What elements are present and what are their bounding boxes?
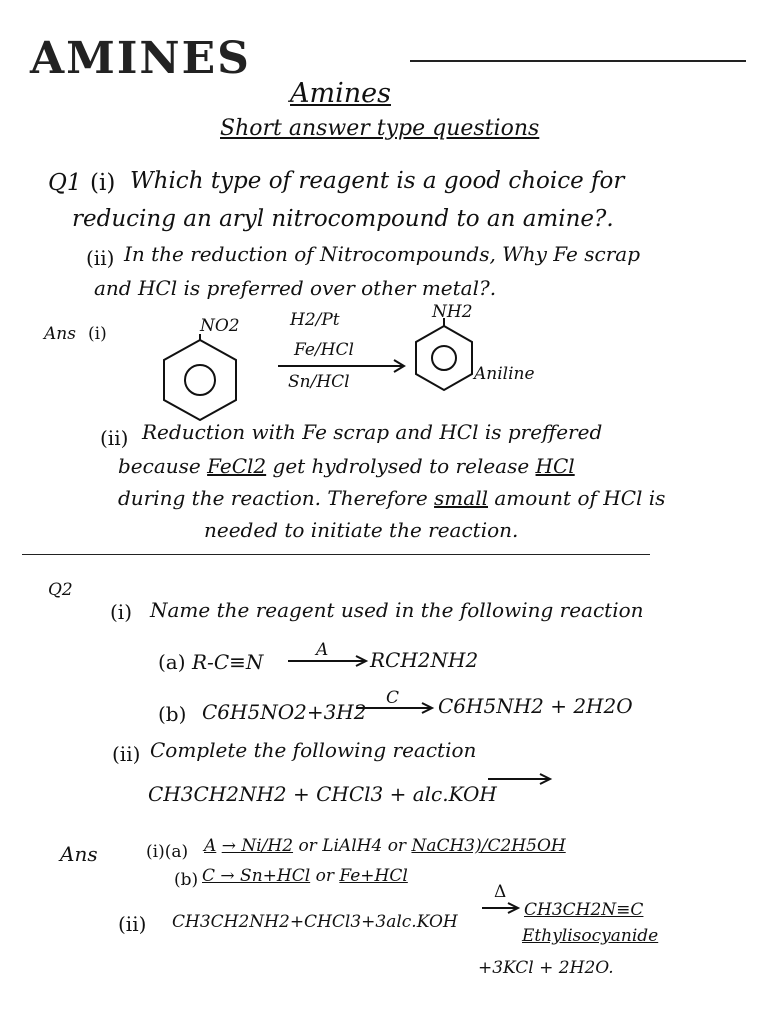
q2-a-marker: (a) [158, 650, 186, 674]
ans1-product-group: NH2 [432, 302, 473, 322]
ans1-line3-a: during the reaction. Therefore [118, 486, 428, 510]
q2-b-reagent: C [386, 688, 400, 708]
q2-b-product: C6H5NH2 + 2H2O [438, 694, 633, 718]
ans2-product: CH3CH2N≡C [524, 900, 644, 920]
ans2-product-name: Ethylisocyanide [522, 926, 659, 946]
q2-label: Q2 [48, 580, 73, 600]
page-title: Amines [290, 78, 391, 109]
ans2-reaction: CH3CH2NH2+CHCl3+3alc.KOH [172, 912, 458, 932]
q2-a-reactant: R-C≡N [192, 650, 264, 674]
ans1-line2-c: get hydrolysed to release [272, 454, 530, 478]
ans2-b-line-b: or [315, 866, 334, 886]
ans1-line2-b: FeCl2 [207, 454, 267, 478]
q2-b-reactant: C6H5NO2+3H2 [202, 700, 367, 724]
q1-part-ii-line1: In the reduction of Nitrocompounds, Why Fe scrap [124, 242, 640, 266]
ans1-reagent-1: H2/Pt [290, 310, 340, 330]
ans1-marker-ii: (ii) [100, 426, 129, 450]
ans2-marker-ii: (ii) [118, 912, 147, 936]
ans1-line1: Reduction with Fe scrap and HCl is preffered [142, 420, 603, 444]
ans2-a-line-a: A [204, 836, 217, 856]
ans1-reagent-2: Fe/HCl [294, 340, 354, 360]
header-banner: AMINES [30, 33, 251, 84]
q1-part-ii-line2: and HCl is preferred over other metal?. [94, 276, 497, 300]
q1-label: Q1 [48, 170, 82, 196]
q1-part-i-marker: (i) [90, 170, 116, 196]
q2-part-ii-text: Complete the following reaction [150, 738, 477, 762]
ans2-byproducts: +3KCl + 2H2O. [478, 958, 614, 978]
ans2-b-marker: (b) [174, 870, 199, 890]
ans2-b-line-a: C → Sn+HCl [202, 866, 311, 886]
q2-part-ii-marker: (ii) [112, 742, 141, 766]
ans2-heat: Δ [494, 882, 507, 902]
ans2-label: Ans [60, 842, 98, 866]
ans2-b-line [202, 866, 408, 886]
q2-reaction: CH3CH2NH2 + CHCl3 + alc.KOH [148, 782, 497, 806]
ans2-a-line-c: or LiAlH4 or [298, 836, 407, 856]
q2-part-i-text: Name the reagent used in the following reaction [150, 598, 644, 622]
ans2-a-line [204, 836, 566, 856]
ans2-a-line-b: → Ni/H2 [221, 836, 294, 856]
ans2-b-line-c: Fe+HCl [339, 866, 408, 886]
ans1-label: Ans [44, 324, 76, 344]
ans2-marker-ia: (i)(a) [146, 842, 189, 862]
ans1-line3-b: small [434, 486, 488, 510]
q1-part-ii-marker: (ii) [86, 246, 115, 270]
q2-part-i-marker: (i) [110, 600, 133, 624]
ans1-line2-a: because [118, 454, 201, 478]
ans1-reagent-3: Sn/HCl [288, 372, 350, 392]
q1-part-i-line1: Which type of reagent is a good choice for [130, 168, 625, 194]
q2-a-product: RCH2NH2 [370, 648, 479, 672]
q2-a-reagent: A [316, 640, 329, 660]
ans1-line2-d: HCl [535, 454, 575, 478]
ans1-line4: needed to initiate the reaction. [204, 518, 519, 542]
q1-part-i-line2: reducing an aryl nitrocompound to an amine?. [72, 206, 614, 232]
ans2-a-line-d: NaCH3)/C2H5OH [411, 836, 566, 856]
q2-b-marker: (b) [158, 702, 187, 726]
page-subtitle: Short answer type questions [220, 116, 540, 141]
ans1-marker-i: (i) [88, 324, 107, 344]
ans1-reactant-group: NO2 [200, 316, 240, 336]
ans1-line3-c: amount of HCl is [494, 486, 666, 510]
ans1-product-name: Aniline [474, 364, 535, 384]
